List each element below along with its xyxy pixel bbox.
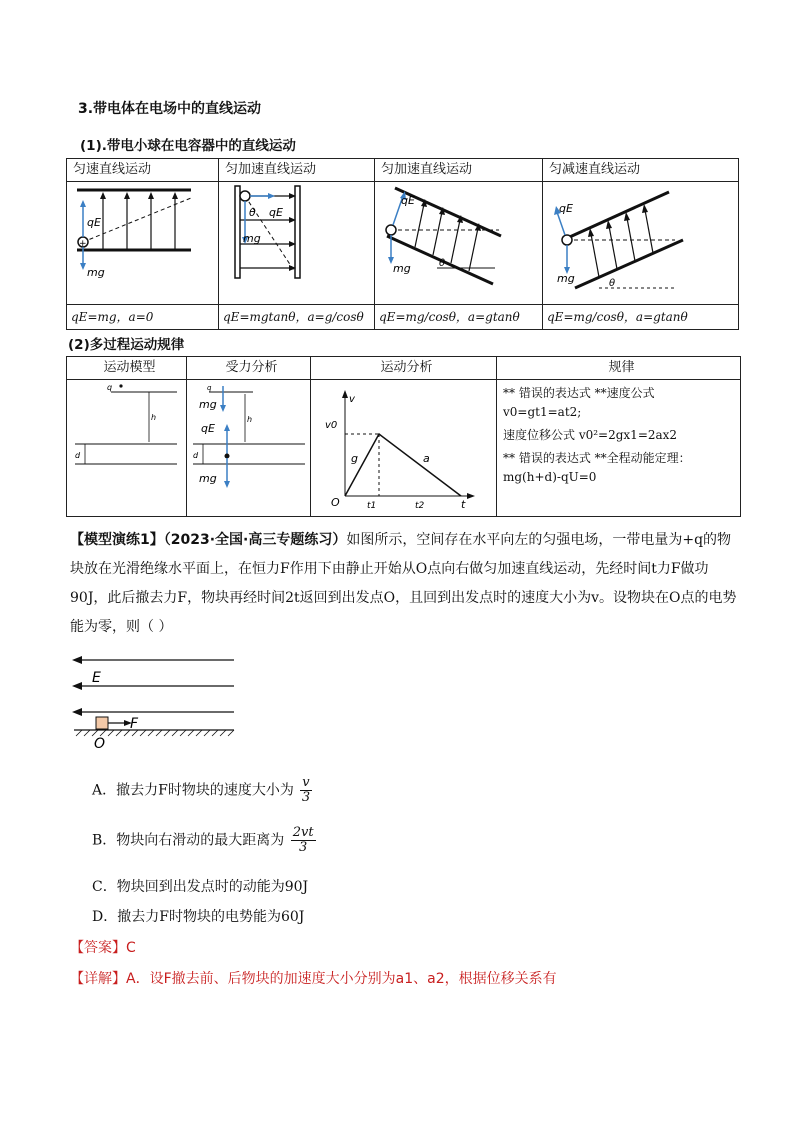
option-a-num: v [302,775,310,790]
label-E: E [92,670,101,686]
svg-text:+: + [79,239,87,249]
diagram-uniform [67,182,219,305]
label-a: a [423,452,430,465]
detail-line [70,968,557,988]
t1-header-3: 匀加速直线运动 [375,159,543,182]
diagram-accel-vertical [219,182,375,305]
label-O: O [94,736,106,750]
t1-header-1: 匀速直线运动 [67,159,219,182]
label-qE: qE [201,422,215,435]
label-g: g [351,452,358,465]
label-mg: mg [557,272,575,285]
option-b-fraction [291,826,316,855]
problem-statement [70,526,740,642]
problem-source: （2023·全国·高三专题练习） [163,532,347,548]
detail-label: 【详解】 [70,971,126,987]
label-h: h [151,413,157,422]
option-b-text: B．物块向右滑动的最大距离为 [92,832,285,849]
label-t2: t2 [415,501,425,511]
subsection-title-1: (1).带电小球在电容器中的直线运动 [80,138,296,154]
option-a-text: A．撤去力F时物块的速度大小为 [92,782,294,799]
diagram-decel-incline [543,182,739,305]
label-O: O [331,496,340,509]
label-d: d [193,451,199,460]
label-qE: qE [401,194,415,207]
label-theta: θ [609,278,616,289]
diagram-accel-incline [375,182,543,305]
label-qE: qE [269,206,283,219]
option-c[interactable]: C．物块回到出发点时的动能为90J [92,879,309,895]
label-h: h [247,415,253,424]
t1-header-4: 匀减速直线运动 [543,159,739,182]
option-b-num: 2vt [292,825,314,840]
answer-label: 【答案】 [70,940,126,956]
label-theta: θ [439,258,446,269]
label-mg: mg [87,266,105,279]
t2-header-4: 规律 [497,357,741,380]
option-a-den: 3 [301,790,311,805]
label-mg: mg [199,472,217,485]
label-mg: mg [199,398,217,411]
option-b[interactable] [92,826,316,855]
problem-text: 如图所示，空间存在水平向左的匀强电场，一带电量为+q的物块放在光滑绝缘水平面上，在恒力F作用下由静止开始从O点向右做匀加速直线运动，先经时间t力F做功90J，此后撤去力F，物块再经时间2t返回到出发点O，且回到出发点时的速度大小为v。设物块在O点的电势能为零，则（ ） [70,532,737,635]
rule-1: ** 错误的表达式 **速度公式 v0=gt1=at2; [503,386,655,419]
multi-process-table [66,356,741,517]
label-qE: qE [87,216,101,229]
axis-v: v [349,394,355,405]
t1-header-2: 匀加速直线运动 [219,159,375,182]
t2-header-1: 运动模型 [67,357,187,380]
detail-text: A．设F撤去前、后物块的加速度大小分别为a1、a2，根据位移关系有 [126,971,557,987]
field-figure [70,650,240,750]
option-a[interactable] [92,776,312,805]
diagram-motion-model [67,380,187,517]
label-t1: t1 [367,501,377,511]
label-mg: mg [243,232,261,245]
rule-3: ** 错误的表达式 **全程动能定理：mg(h+d)-qU=0 [503,451,691,484]
option-a-fraction [300,776,311,805]
subsection-title-2: (2)多过程运动规律 [68,337,185,353]
diagram-vt-graph [311,380,497,517]
t1-formula-4: qE=mg/cosθ，a=gtanθ [543,305,739,330]
answer-value: C [126,940,136,956]
label-d: d [75,451,81,460]
label-theta: θ [249,206,256,219]
t2-header-3: 运动分析 [311,357,497,380]
rules-cell [497,380,741,517]
label-F: F [130,716,139,732]
problem-label: 【模型演练1】 [70,532,164,548]
label-q: q [107,383,113,392]
label-qE: qE [559,202,573,215]
label-mg: mg [393,262,411,275]
rule-2: 速度位移公式 v0²=2gx1=2ax2 [503,428,678,442]
t1-formula-1: qE=mg，a=0 [67,305,219,330]
t1-formula-2: qE=mgtanθ，a=g/cosθ [219,305,375,330]
t1-formula-3: qE=mg/cosθ，a=gtanθ [375,305,543,330]
label-t: t [461,498,466,511]
option-d[interactable]: D．撤去力F时物块的电势能为60J [92,909,305,925]
capacitor-motion-table [66,158,739,330]
t2-header-2: 受力分析 [187,357,311,380]
answer-line [70,937,136,957]
label-v0: v0 [325,420,338,431]
svg-text:q: q [207,384,212,392]
diagram-force-analysis [187,380,311,517]
section-title: 3.带电体在电场中的直线运动 [78,101,262,117]
option-b-den: 3 [299,840,308,855]
